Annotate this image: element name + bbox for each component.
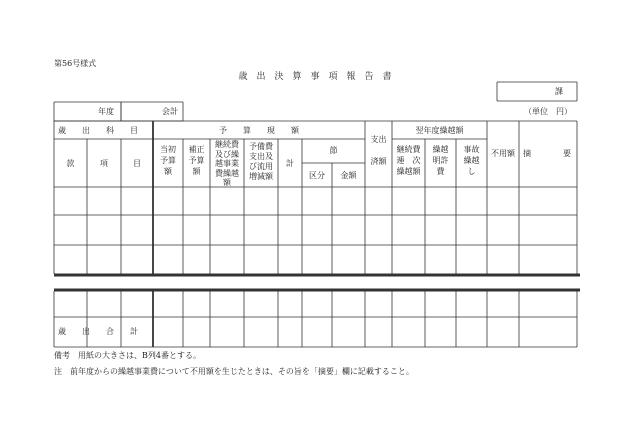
total-row-label: 歳 出 合 計 <box>58 327 138 336</box>
header-initial-budget: 当初 予算 額 <box>160 145 176 176</box>
header-category: 区分 <box>309 171 325 180</box>
header-moku: 目 <box>133 159 141 168</box>
note-remark: 備考 用紙の大きさは、B列4番とする。 <box>54 351 201 360</box>
header-accident-carryover: 事故 繰越 し <box>463 145 480 176</box>
header-supplementary-budget: 補正 予算 額 <box>188 145 205 176</box>
header-unused: 不用額 <box>491 149 515 158</box>
header-expenditure-item: 歳 出 科 目 <box>58 126 138 135</box>
header-next-year-carryover: 翌年度繰越額 <box>415 126 464 135</box>
header-expended: 支出 済額 <box>370 135 387 166</box>
header-kan: 款 <box>66 159 75 168</box>
header-setsu: 節 <box>329 146 338 155</box>
unit-label: （単位 円） <box>524 107 572 116</box>
account-label: 会計 <box>162 107 178 116</box>
header-total: 計 <box>286 159 294 168</box>
section-label: 課 <box>555 87 563 96</box>
header-summary: 摘 要 <box>523 149 571 158</box>
header-continuing-expense: 継続費 逓 次 繰越額 <box>396 145 421 176</box>
header-carryover-continuing: 継続費 及び繰 越事業 費繰越 額 <box>215 140 239 187</box>
page-title: 歳 出 決 算 事 項 報 告 書 <box>238 72 392 82</box>
header-budget-current: 予 算 現 額 <box>219 126 299 135</box>
fiscal-year-label: 年度 <box>98 107 114 116</box>
header-kou: 項 <box>100 159 108 168</box>
header-explicit-carryover: 繰越 明許 費 <box>432 145 449 176</box>
header-reserve-fund: 予備費 支出及 び流用 増減額 <box>249 142 273 181</box>
header-amount: 金額 <box>340 171 357 180</box>
form-number: 第56号様式 <box>54 59 97 68</box>
note-caution: 注 前年度からの繰越事業費について不用額を生じたときは、その旨を「摘要」欄に記載すること。 <box>54 367 414 376</box>
